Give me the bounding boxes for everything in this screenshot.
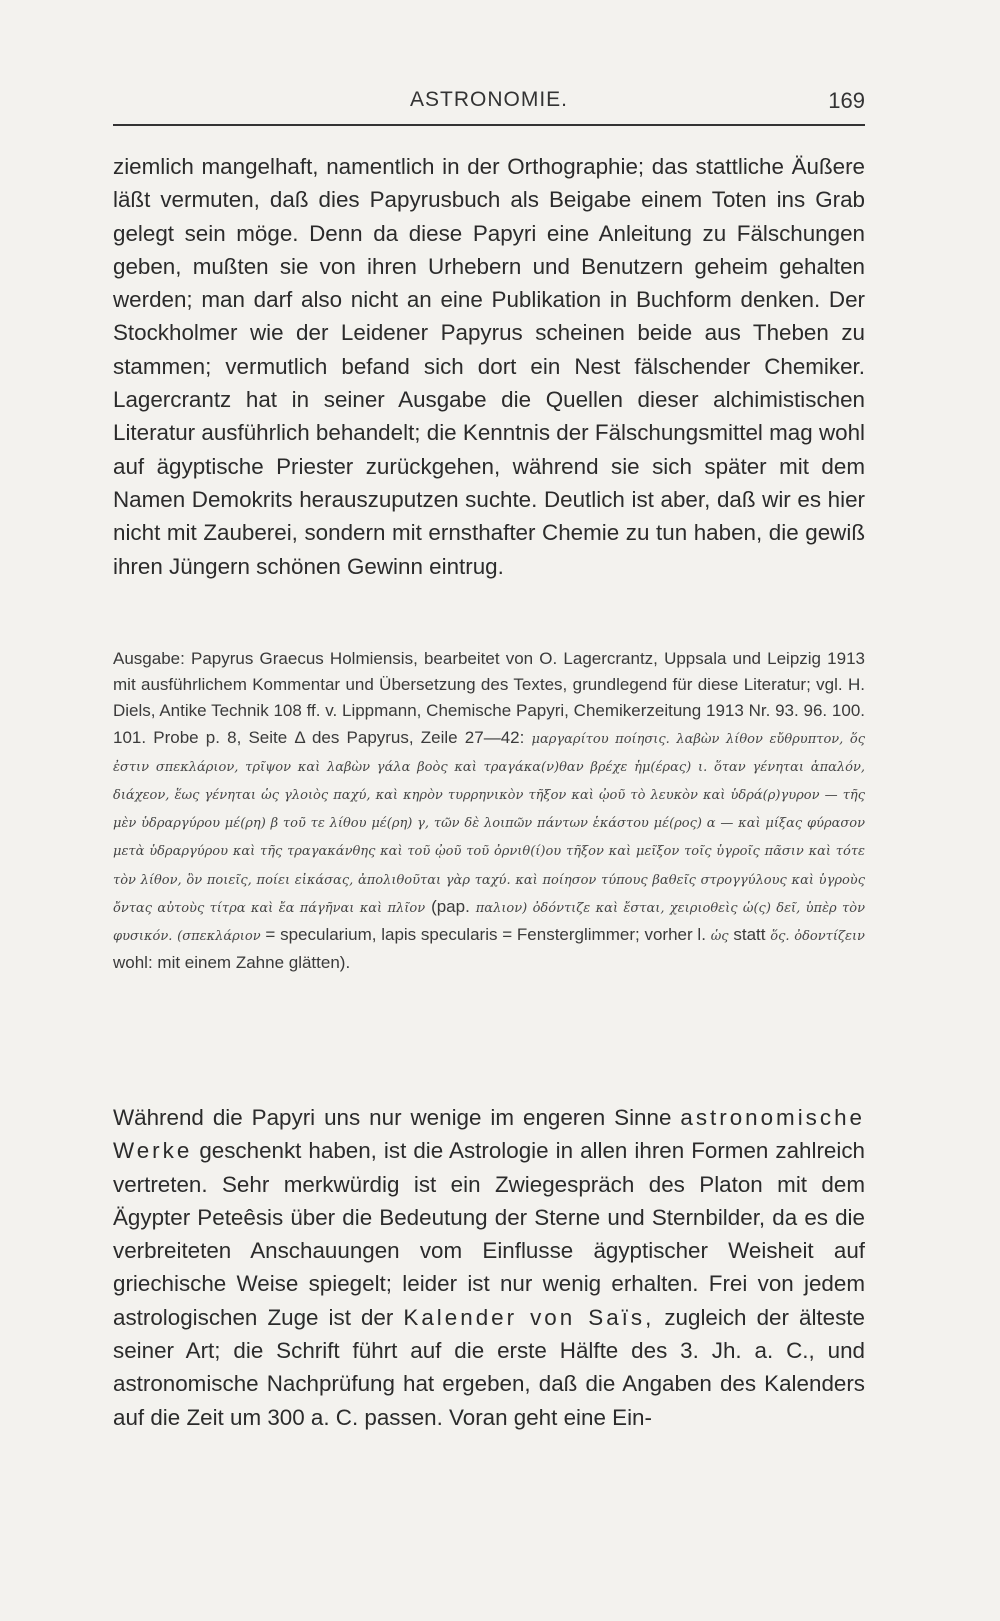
header-title: ASTRONOMIE. <box>409 88 568 111</box>
body-paragraph-1 <box>113 150 865 583</box>
greek-term: (σπεκλάριον <box>177 929 261 945</box>
footnote-intro: Ausgabe: Papyrus Graecus Holmiensis, bearbeitet von O. Lagercrantz, Uppsala und Leipzig 1913 mit ausführlichem Kommentar und Übersetzung des Textes, grundlegend für diese Literatur; vgl. H. Diels, Antike Technik 108 ff. v. Lippmann, Chemische Papyri, Chemikerzeitung 1913 Nr. 93. 96. 100. 101. Probe p. 8, Seite Δ des Papyrus, Zeile 27—42: <box>113 649 865 747</box>
papyrus-reference: (pap. <box>431 896 470 916</box>
text-run: geschenkt haben, ist die Astrologie in allen ihren Formen zahlreich vertreten. Sehr merkwürdig ist ein Zwiegespräch des Platon mit dem Ägypter Peteêsis über die Bedeutung der Sterne und Sternbilder, da es die verbreiteten Anschauungen vom Einflusse ägyptischer Weisheit auf griechische Weise spiegelt; leider ist nur wenig erhalten. Frei von jedem astrologischen Zuge ist der <box>113 1138 865 1330</box>
greek-quotation-continued: παλιον) ὀδόντιζε καὶ ἔσται, χειριοθεὶς ὡ(ς) δεῖ, ὑπὲρ τὸν φυσικόν. <box>113 900 865 945</box>
spaced-emphasis: Kalender von Saïs, <box>403 1304 655 1330</box>
footnote-gloss-2: statt <box>733 925 766 945</box>
footnote-gloss-3: wohl: mit einem Zahne glätten). <box>113 953 351 973</box>
footnote-block <box>113 646 865 976</box>
footnote-text <box>113 646 865 976</box>
greek-quotation: μαργαρίτου ποίησις. λαβὼν λίθον εὔθρυπτον, ὅς ἐστιν σπεκλάριον, τρῖψον καὶ λαβὼν γάλα βοὸς καὶ τραγάκα(ν)θαν βρέχε ἡμ(έρας) ι. ὅταν γένηται ἁπαλόν, διάχεον, ἕως γένηται ὡς γλοιὸς παχύ, καὶ κηρὸν τυρρηνικὸν τῆξον καὶ ᾠοῦ τὸ λευκὸν καὶ ὑδρά(ρ)γυρον — τῆς μὲν ὑδραργύρου μέ(ρη) β τοῦ τε λίθου μέ(ρη) γ, τῶν δὲ λοιπῶν πάντων ἑκάστου μέ(ρος) α — καὶ μίξας φύρασον μετὰ ὑδραργύρου καὶ τῆς τραγακάνθης καὶ τοῦ ᾠοῦ τοῦ ὀρνιθ(ί)ου τῆξον καὶ μεῖξον τοῖς ὑγροῖς πᾶσιν καὶ τότε τὸν λίθον, ὃν ποιεῖς, ποίει εἰκάσας, ἀπολιθοῦται γὰρ ταχύ. καὶ ποίησον τύπους βαθεῖς στρογγύλους καὶ ὑγροὺς ὄντας αὐτοὺς τίτρα καὶ ἔα πάγῆναι καὶ πλῖον <box>113 731 865 916</box>
page-number: 169 <box>828 88 865 113</box>
paragraph-text: ziemlich mangelhaft, namentlich in der Orthographie; das stattliche Äußere läßt vermuten, daß dies Papyrusbuch als Beigabe einem Toten ins Grab gelegt sein möge. Denn da diese Papyri eine Anleitung zu Fälschungen geben, mußten sie von ihren Urhebern und Benutzern geheim gehalten werden; man darf also nicht an eine Publikation in Buchform denken. Der Stockholmer wie der Leidener Papyrus scheinen beide aus Theben zu stammen; vermutlich befand sich dort ein Nest fälschender Chemiker. Lagercrantz hat in seiner Ausgabe die Quellen dieser alchimistischen Literatur ausführlich behandelt; die Kenntnis der Fälschungsmittel mag wohl auf ägyptische Priester zurückgehen, während sie sich später mit dem Namen Demokrits herauszuputzen suchte. Deutlich ist aber, daß wir es hier nicht mit Zauberei, sondern mit ernsthafter Chemie zu tun haben, die gewiß ihren Jüngern schönen Gewinn eintrug. <box>113 154 865 579</box>
text-run: Während die Papyri uns nur wenige im engeren Sinne <box>113 1105 672 1130</box>
spaced-emphasis: astronomische Werke <box>113 1105 865 1164</box>
header-rule <box>113 124 865 126</box>
text-run: zugleich der älteste seiner Art; die Schrift führt auf die erste Hälfte des 3. Jh. a. C., und astronomische Nachprüfung hat ergeben, daß die Angaben des Kalenders auf die Zeit um 300 a. C. passen. Voran geht eine Ein- <box>113 1304 865 1430</box>
running-header <box>113 88 865 128</box>
greek-variant-2: ὅς. <box>770 929 790 945</box>
body-paragraph-2 <box>113 1101 865 1434</box>
footnote-gloss-1: = specularium, lapis specularis = Fensterglimmer; vorher l. <box>265 925 706 945</box>
greek-verb: ὀδοντίζειν <box>794 929 865 945</box>
greek-variant: ὡς <box>710 929 729 945</box>
paragraph-text <box>113 1101 865 1434</box>
